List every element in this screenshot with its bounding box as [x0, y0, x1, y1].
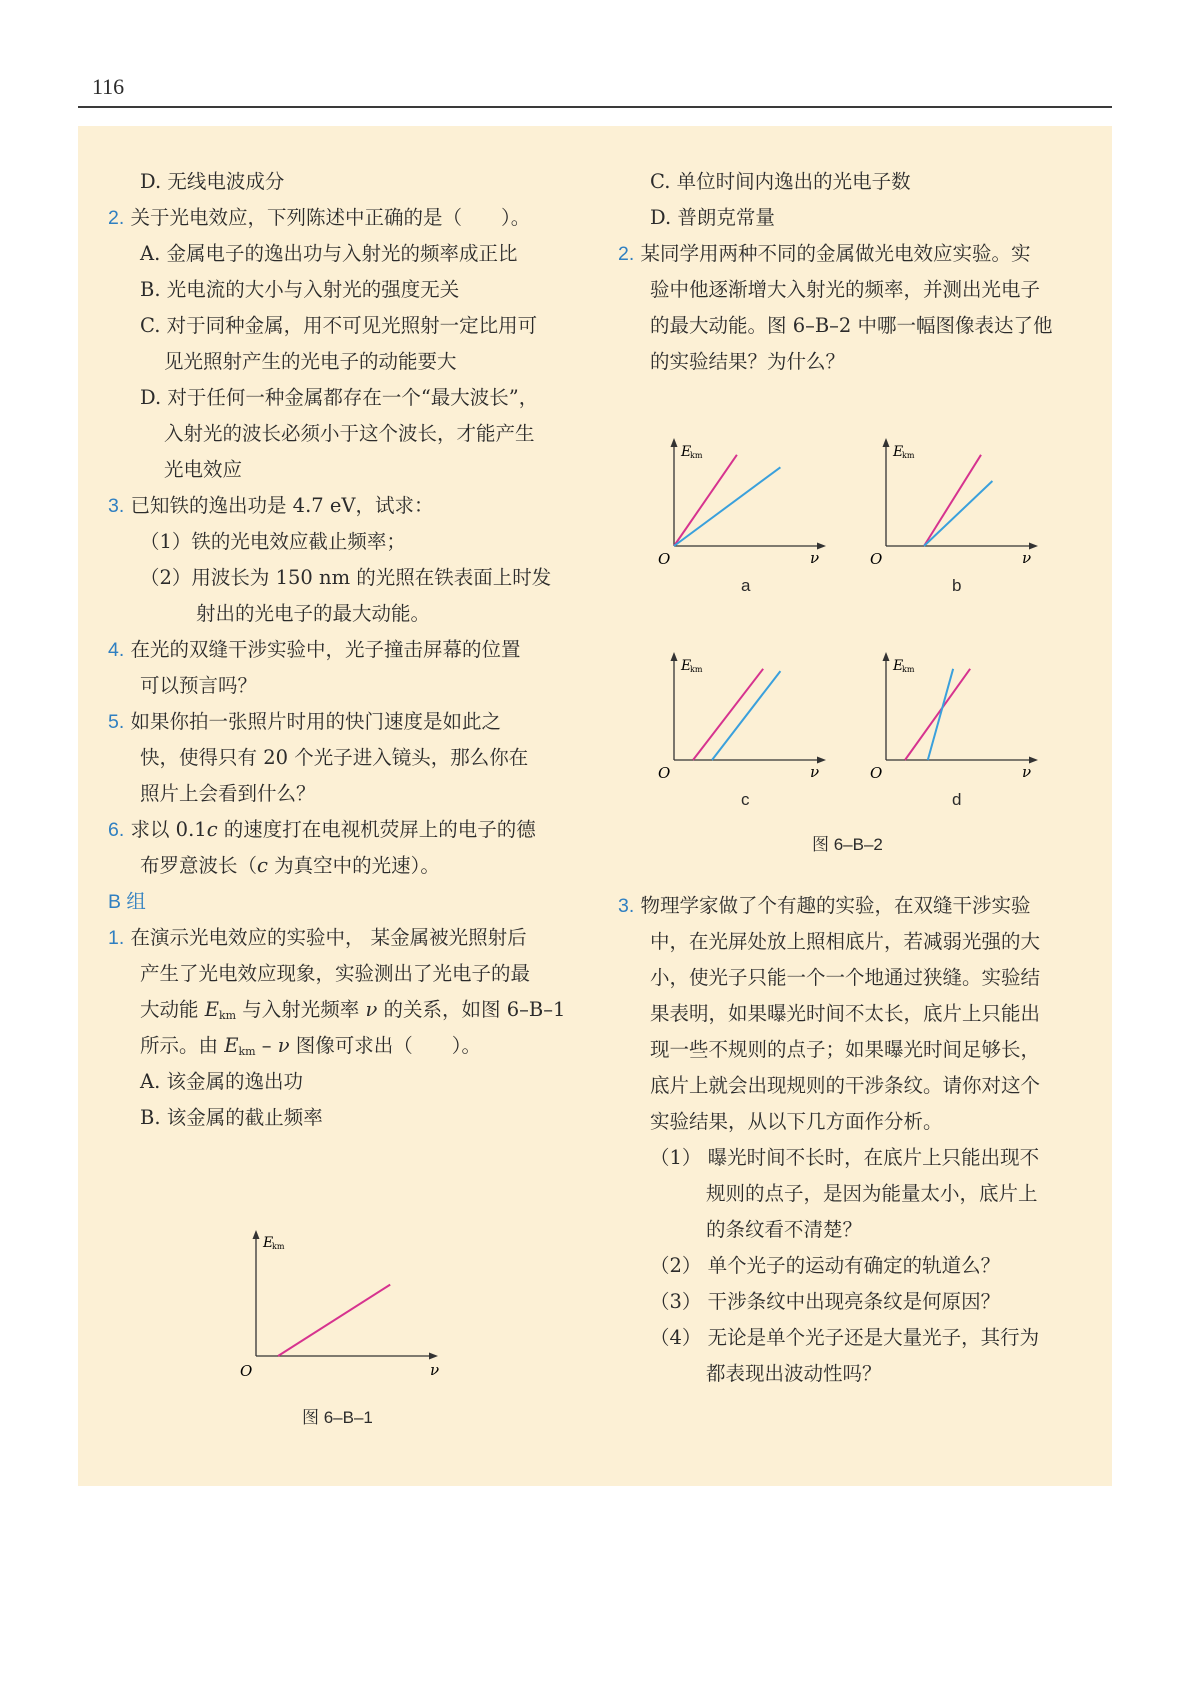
page-number: 116 — [92, 74, 125, 99]
group-heading: B 组 — [108, 891, 146, 913]
option-line: 入射光的波长必须小于这个波长，才能产生 — [164, 422, 535, 445]
data-line-magenta — [905, 669, 970, 760]
y-axis-label: E — [681, 658, 692, 674]
question-text: 的最大动能。图 6–B–2 中哪一幅图像表达了他 — [650, 314, 1053, 337]
option-line: B. 该金属的截止频率 — [140, 1106, 323, 1129]
data-line-magenta — [674, 455, 737, 546]
question-text: 求以 0.1 — [124, 818, 207, 841]
text-part: 图像可求出（ ）。 — [289, 1034, 482, 1057]
question-text: 关于光电效应，下列陈述中正确的是（ ）。 — [124, 206, 531, 229]
sub-question: （2） 单个光子的运动有确定的轨道么？ — [650, 1254, 1001, 1277]
ekm-symbol: E — [204, 998, 219, 1021]
sub-question: （4） 无论是单个光子还是大量光子，其行为 — [650, 1326, 1040, 1349]
question-text: 物理学家做了个有趣的实验，在双缝干涉实验 — [634, 894, 1031, 917]
option-line: D. 无线电波成分 — [140, 170, 285, 193]
sub-question: （3） 干涉条纹中出现亮条纹是何原因？ — [650, 1290, 1001, 1313]
y-axis-label: E — [893, 658, 904, 674]
y-axis-label-subscript: km — [690, 665, 703, 674]
y-axis-label-subscript: km — [690, 451, 703, 460]
question-5 — [108, 709, 501, 735]
origin-label: O — [240, 1362, 253, 1380]
question-text: 在光的双缝干涉实验中，光子撞击屏幕的位置 — [124, 638, 521, 661]
question-3 — [108, 493, 434, 519]
data-line-blue — [928, 669, 953, 760]
question-number: 2. — [108, 207, 125, 229]
question-text: 实验结果，从以下几方面作分析。 — [650, 1110, 943, 1133]
nu-symbol: ν — [277, 1034, 290, 1057]
question-b1 — [108, 925, 527, 951]
speed-of-light-symbol: c — [206, 818, 218, 841]
x-axis-label: ν — [810, 763, 820, 781]
question-text: 的速度打在电视机荧屏上的电子的德 — [217, 818, 536, 841]
sub-question: （2）用波长为 150 nm 的光照在铁表面上时发 — [140, 566, 552, 589]
question-b2 — [618, 241, 1030, 267]
origin-label: O — [870, 764, 883, 782]
sub-question: 射出的光电子的最大动能。 — [196, 602, 431, 625]
ekm-symbol: E — [224, 1034, 239, 1057]
question-text — [140, 853, 440, 879]
option-line: A. 该金属的逸出功 — [140, 1070, 303, 1093]
option-line: B. 光电流的大小与入射光的强度无关 — [140, 278, 460, 301]
text-part: 大动能 — [140, 998, 205, 1021]
figure-6-b-1 — [236, 1228, 446, 1378]
text-part: 与入射光频率 — [236, 998, 366, 1021]
question-text: 照片上会看到什么？ — [140, 782, 316, 805]
figure-6-b-2-d — [866, 650, 1046, 780]
data-line-blue — [674, 467, 780, 546]
y-axis-arrow-icon — [671, 438, 678, 447]
text-part: 布罗意波长（ — [140, 854, 258, 877]
sub-question: 都表现出波动性吗？ — [706, 1362, 882, 1385]
y-axis-arrow-icon — [883, 438, 890, 447]
option-line: 见光照射产生的光电子的动能要大 — [164, 350, 457, 373]
question-4 — [108, 637, 520, 663]
question-text: 底片上就会出现规则的干涉条纹。请你对这个 — [650, 1074, 1041, 1097]
text-part: 的关系，如图 6–B–1 — [377, 998, 566, 1021]
question-text: 产生了光电效应现象，实验测出了光电子的最 — [140, 962, 531, 985]
question-text: 中，在光屏处放上照相底片，若减弱光强的大 — [650, 930, 1041, 953]
x-axis-label: ν — [810, 549, 820, 567]
question-text: 的实验结果？为什么？ — [650, 350, 846, 373]
question-text: 果表明，如果曝光时间不太长，底片上只能出 — [650, 1002, 1041, 1025]
option-line: A. 金属电子的逸出功与入射光的频率成正比 — [140, 242, 518, 265]
figure-caption: 图 6–B–1 — [302, 1408, 373, 1427]
y-axis-label-subscript: km — [902, 665, 915, 674]
figure-6-b-2-b — [866, 436, 1046, 566]
y-axis-label-subscript: km — [272, 1242, 285, 1251]
option-line: D. 对于任何一种金属都存在一个“最大波长”， — [140, 386, 539, 409]
question-text: 如果你拍一张照片时用的快门速度是如此之 — [124, 710, 501, 733]
nu-symbol: ν — [365, 998, 378, 1021]
header-rule — [78, 106, 1112, 108]
subfigure-label-d: d — [952, 790, 962, 809]
text-part: 为真空中的光速）。 — [267, 854, 440, 877]
subfigure-label-b: b — [952, 576, 962, 595]
question-text: 验中他逐渐增大入射光的频率，并测出光电子 — [650, 278, 1041, 301]
question-number: 3. — [618, 895, 635, 917]
question-number: 2. — [618, 243, 635, 265]
option-line: C. 对于同种金属，用不可见光照射一定比用可 — [140, 314, 538, 337]
speed-of-light-symbol: c — [257, 854, 268, 877]
question-text: 在演示光电效应的实验中， 某金属被光照射后 — [124, 926, 527, 949]
sub-question: （1） 曝光时间不长时，在底片上只能出现不 — [650, 1146, 1040, 1169]
question-text — [140, 997, 565, 1029]
origin-label: O — [870, 550, 883, 568]
origin-label: O — [658, 764, 671, 782]
y-axis-label: E — [681, 444, 692, 460]
question-text — [140, 1033, 481, 1065]
figure-6-b-2-a — [654, 436, 834, 566]
question-text: 现一些不规则的点子；如果曝光时间足够长， — [650, 1038, 1041, 1061]
question-number: 6. — [108, 819, 125, 841]
sub-question: 的条纹看不清楚？ — [706, 1218, 863, 1241]
figure-6-b-2-c — [654, 650, 834, 780]
question-2 — [108, 205, 530, 231]
text-part: 所示。由 — [140, 1034, 225, 1057]
figure-caption: 图 6–B–2 — [812, 835, 883, 854]
option-line: 光电效应 — [164, 458, 243, 481]
subfigure-label-c: c — [741, 790, 750, 809]
subfigure-label-a: a — [741, 576, 751, 595]
option-line: D. 普朗克常量 — [650, 206, 775, 229]
origin-label: O — [658, 550, 671, 568]
question-text: 可以预言吗？ — [140, 674, 258, 697]
question-number: 4. — [108, 639, 125, 661]
y-axis-label: E — [893, 444, 904, 460]
y-axis-arrow-icon — [883, 652, 890, 661]
y-axis-label-subscript: km — [902, 451, 915, 460]
text-part: – — [255, 1034, 278, 1057]
x-axis-label: ν — [1022, 763, 1032, 781]
sub-question: （1）铁的光电效应截止频率； — [140, 530, 406, 553]
ekm-subscript: km — [238, 1045, 256, 1058]
question-text: 快，使得只有 20 个光子进入镜头，那么你在 — [140, 746, 529, 769]
y-axis-arrow-icon — [253, 1230, 260, 1239]
data-line-magenta — [278, 1285, 390, 1356]
data-line-magenta — [693, 669, 763, 760]
question-number: 3. — [108, 495, 125, 517]
question-text: 小，使光子只能一个一个地通过狭缝。实验结 — [650, 966, 1041, 989]
ekm-subscript: km — [218, 1009, 237, 1022]
question-6 — [108, 817, 536, 843]
sub-question: 规则的点子，是因为能量太小，底片上 — [706, 1182, 1038, 1205]
question-number: 1. — [108, 927, 125, 949]
y-axis-label: E — [263, 1235, 274, 1251]
question-number: 5. — [108, 711, 125, 733]
question-text: 已知铁的逸出功是 4.7 eV，试求： — [124, 494, 434, 517]
x-axis-arrow-icon — [429, 1353, 438, 1360]
question-b3 — [618, 893, 1030, 919]
option-line: C. 单位时间内逸出的光电子数 — [650, 170, 911, 193]
y-axis-arrow-icon — [671, 652, 678, 661]
data-line-blue — [712, 671, 780, 760]
x-axis-label: ν — [430, 1361, 440, 1379]
x-axis-label: ν — [1022, 549, 1032, 567]
question-text: 某同学用两种不同的金属做光电效应实验。实 — [634, 242, 1031, 265]
